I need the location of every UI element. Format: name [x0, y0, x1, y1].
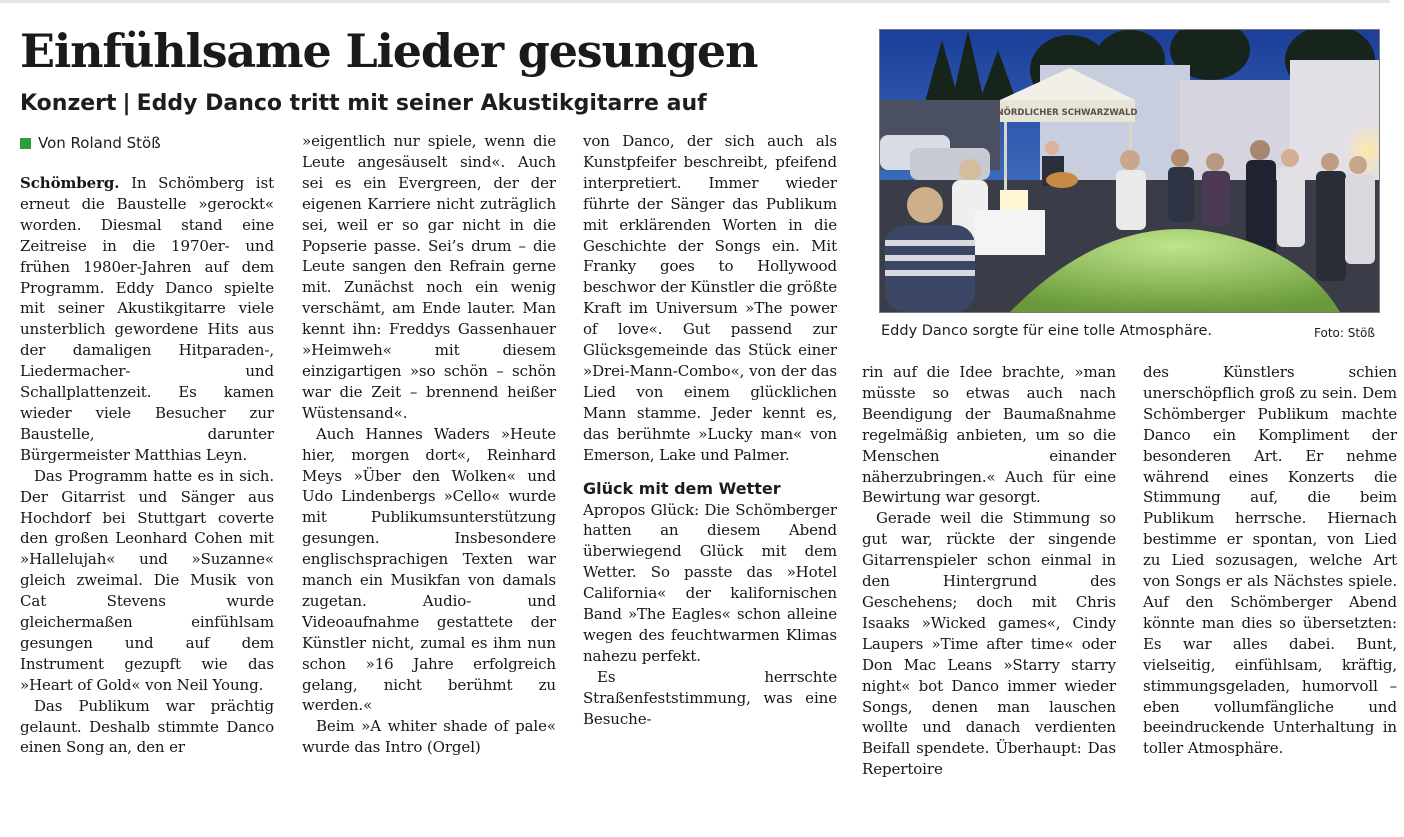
- kicker: Konzert: [20, 91, 117, 116]
- green-square-icon: [20, 138, 31, 149]
- photo-caption: Eddy Danco sorgte für eine tolle Atmosphäre.: [881, 323, 1213, 339]
- headline: Einfühlsame Lieder gesungen: [20, 24, 758, 78]
- byline: [20, 133, 161, 153]
- table: [975, 210, 1045, 255]
- paragraph-text: In Schömberg ist erneut die Baustelle »gerockt« worden. Diesmal stand eine Zeitreise in die 1970er- und frühen 1980er-Jahren auf dem Programm. Eddy Danco spielte mit seiner Akustikgitarre viele unsterblich gewordene Hits aus der damaligen Hitparaden-, Liedermacher- und Schallplattenzeit. Es kamen wieder viele Besucher zur Baustelle, darunter Bürgermeister Matthias Leyn.: [20, 174, 275, 464]
- paragraph: des Künstlers schien unerschöpflich groß zu sein. Dem Schömberger Publikum machte Danco ein Kompliment der besonderen Art. Er nehme während eines Konzerts die Stimmung auf, die beim Publikum herrsche. Hiernach bestimme er spontan, von Lied zu Lied sozusagen, welche Art von Songs er als Nächstes spiele. Auf den Schömberger Abend könnte man dies so übersetzten: Es war alles dabei. Bunt, vielseitig, einfühlsam, kräftig, stimmungsgeladen, humorvoll – eben vollumfängliche und beeindruckende Unterhaltung in toller Atmosphäre.: [1143, 363, 1397, 758]
- paragraph: von Danco, der sich auch als Kunstpfeifer beschreibt, pfeifend interpretiert. Immer wieder führte der Sänger das Publikum mit erklärenden Worten in die Geschichte der Songs ein. Mit Franky goes to Hollywood beschwor der Künstler die größte Kraft im Universum »The power of love«. Gut passend zur Glücksgemeinde das Stück einer »Drei-Mann-Combo«, von der das Lied von einem glücklichen Mann stamme. Jeder kennt es, das berühmte »Lucky man« von Emerson, Lake und Palmer.: [583, 132, 837, 464]
- author: Von Roland Stöß: [38, 134, 161, 152]
- dateline: Schömberg.: [20, 174, 120, 192]
- concert-photo: [879, 29, 1380, 313]
- paragraph: Das Programm hatte es in sich. Der Gitarrist und Sänger aus Hochdorf bei Stuttgart coverte den großen Leonhard Cohen mit »Hallelujah« und »Suzanne« gleich zweimal. Die Musik von Cat Stevens wurde gleichermaßen einfühlsam gesungen und auf dem Instrument gezupft wie das »Heart of Gold« von Neil Young.: [20, 466, 274, 694]
- photo-credit: Foto: Stöß: [1314, 326, 1375, 340]
- article-column-2: [302, 131, 556, 758]
- paragraph: Das Publikum war prächtig gelaunt. Deshalb stimmte Danco einen Song an, den er: [20, 696, 274, 757]
- paragraph: Beim »A whiter shade of pale« wurde das Intro (Orgel): [302, 717, 556, 757]
- kicker-separator: |: [122, 91, 131, 116]
- paragraph: Apropos Glück: Die Schömberger hatten an diesem Abend überwiegend Glück mit dem Wetter. So passte das »Hotel California« der kalifornischen Band »The Eagles« schon alleine wegen des feuchtwarmen Klimas nahezu perfekt.: [583, 500, 837, 665]
- article-column-4: [862, 362, 1116, 780]
- paragraph: »eigentlich nur spiele, wenn die Leute angesäuselt sind«. Auch sei es ein Evergreen, der der eigenen Karriere nicht zuträglich sei, weil er so gar nicht in die Popserie passe. Sei’s drum – die Leute sangen den Refrain gerne mit. Zunächst noch ein wenig verschämt, am Ende lauter. Man kennt ihn: Freddys Gassenhauer »Heimweh« mit diesem einzigartigen »so schön – schön war die Zeit – brennend heißer Wüstensand«.: [302, 132, 556, 422]
- article-column-5: [1143, 362, 1397, 759]
- paragraph: [20, 173, 274, 466]
- tent-sign: NÖRDLICHER SCHWARZWALD: [996, 108, 1138, 118]
- article-column-1: [20, 173, 274, 758]
- paragraph: Auch Hannes Waders »Heute hier, morgen dort«, Reinhard Meys »Über den Wolken« und Udo Lindenbergs »Cello« wurde mit Publikumsunterstützung gesungen. Insbesondere englischsprachigen Texten war manch ein Musikfan von damals zugetan. Audio- und Videoaufnahme gestattete der Künstler nicht, zumal es ihm nun schon »16 Jahre erfolgreich gelang, nicht berühmt zu werden.«: [302, 424, 556, 715]
- section-heading: Glück mit dem Wetter: [583, 478, 781, 498]
- table-lamp: [1000, 190, 1028, 212]
- subheadline: [20, 88, 707, 120]
- subheadline-text: Eddy Danco tritt mit seiner Akustikgitarre auf: [136, 91, 707, 116]
- paragraph: Es herrschte Straßenfeststimmung, was eine Besuche-: [583, 667, 837, 728]
- top-rule: [0, 0, 1390, 3]
- paragraph: rin auf die Idee brachte, »man müsste so etwas auch nach Beendigung der Baumaßnahme regelmäßig anbieten, um so die Menschen einander näherzubringen.« Auch für eine Bewirtung war gesorgt.: [862, 363, 1116, 507]
- article-column-3: [583, 131, 837, 729]
- guitar: [1046, 172, 1078, 188]
- performer-head: [1045, 141, 1059, 155]
- paragraph: Gerade weil die Stimmung so gut war, rückte der singende Gitarrenspieler schon einmal in den Hintergrund des Geschehens; doch mit Chris Isaaks »Wicked games«, Cindy Laupers »Time after time« oder Don Mac Leans »Starry starry night« bot Danco immer wieder Songs, denen man lauschen wollte und danach verdienten Beifall spendete. Überhaupt: Das Repertoire: [862, 509, 1116, 779]
